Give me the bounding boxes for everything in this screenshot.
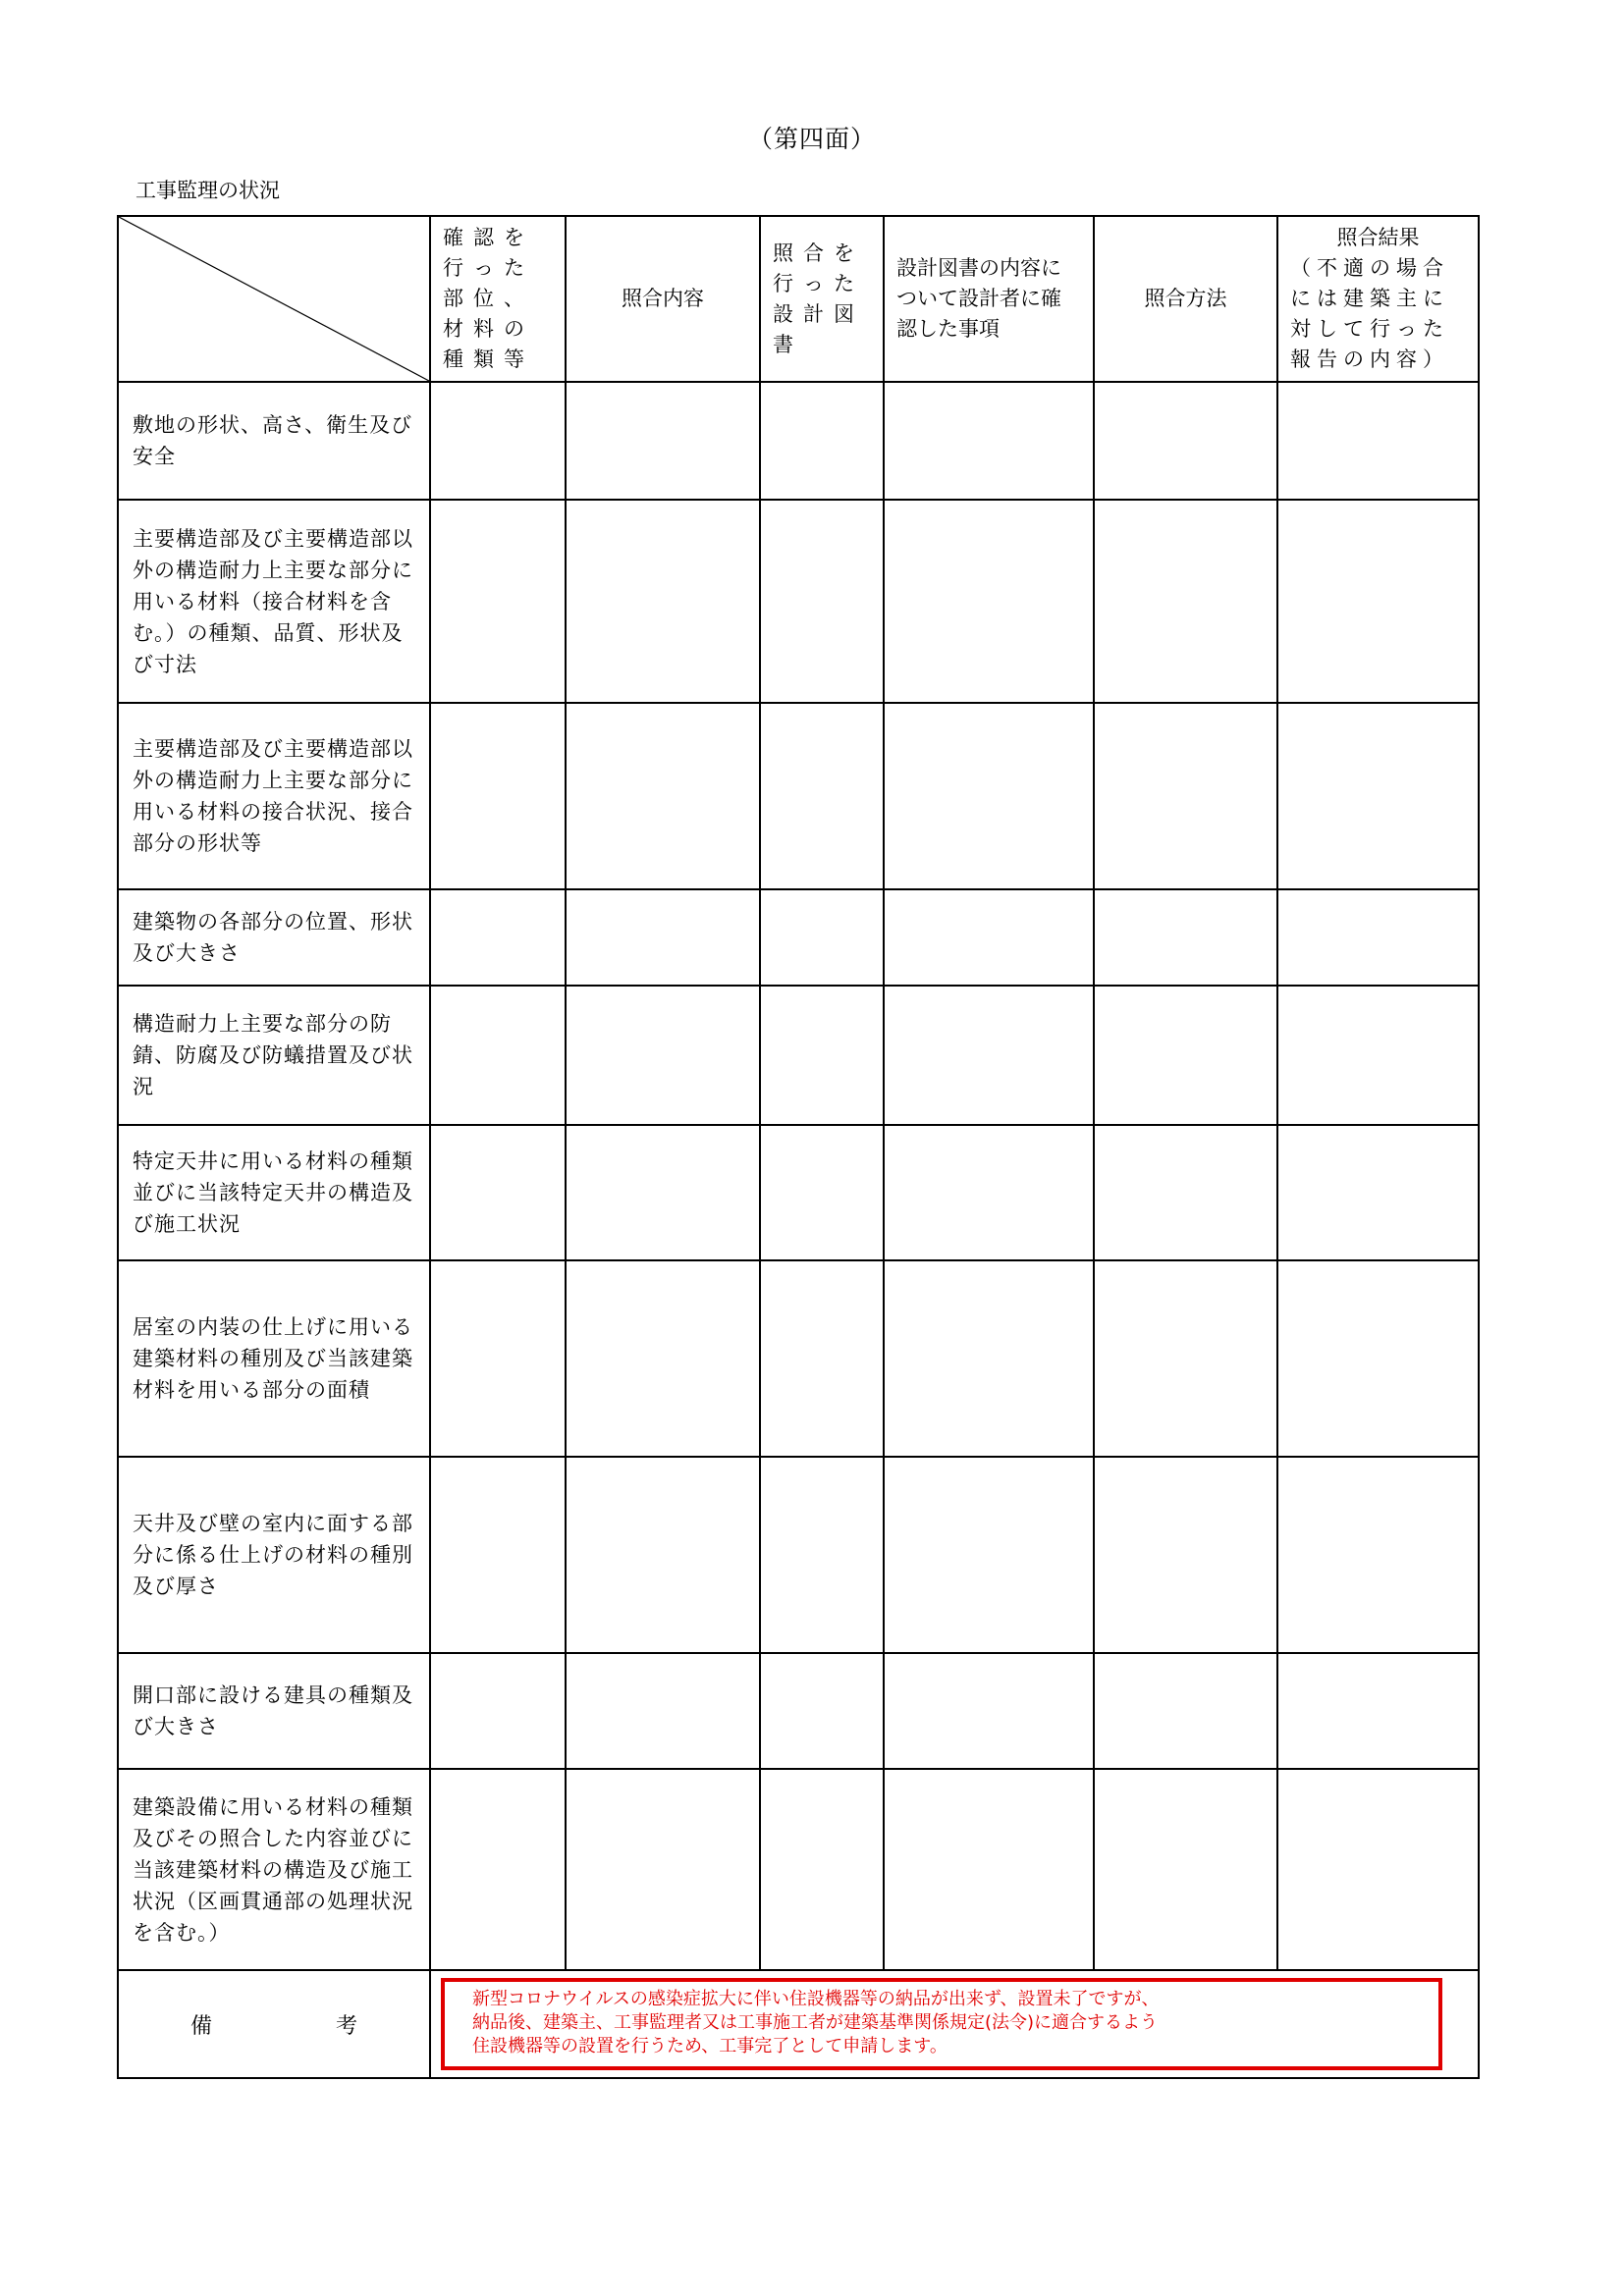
table-row [118,1769,1479,1970]
entry-cell[interactable] [1094,382,1277,500]
table-row [118,889,1479,986]
entry-cell[interactable] [1277,889,1479,986]
diagonal-header-cell [118,216,430,382]
entry-cell[interactable] [566,1653,760,1769]
row-label: 天井及び壁の室内に面する部分に係る仕上げの材料の種別及び厚さ [118,1457,430,1653]
supervision-status-table [117,215,1480,2079]
row-label: 主要構造部及び主要構造部以外の構造耐力上主要な部分に用いる材料の接合状況、接合部分の形状等 [118,703,430,889]
table-row [118,500,1479,703]
entry-cell[interactable] [760,382,884,500]
remarks-label-1: 備 [189,2013,212,2039]
col-header-part: 確認を行った部位、材料の種類等 [430,216,566,382]
col-header-designer-check: 設計図書の内容について設計者に確認した事項 [884,216,1094,382]
entry-cell[interactable] [884,1457,1094,1653]
entry-cell[interactable] [430,1769,566,1970]
entry-cell[interactable] [884,500,1094,703]
col-header-method: 照合方法 [1094,216,1277,382]
entry-cell[interactable] [566,1125,760,1260]
entry-cell[interactable] [430,1260,566,1457]
entry-cell[interactable] [884,1769,1094,1970]
col-header-drawings: 照合を行った設計図書 [760,216,884,382]
remarks-label [118,1970,430,2078]
entry-cell[interactable] [1094,1769,1277,1970]
entry-cell[interactable] [1094,703,1277,889]
entry-cell[interactable] [760,1125,884,1260]
header-row [118,216,1479,382]
entry-cell[interactable] [1277,1653,1479,1769]
entry-cell[interactable] [430,500,566,703]
remarks-cell[interactable] [430,1970,1479,2078]
entry-cell[interactable] [760,1769,884,1970]
entry-cell[interactable] [884,703,1094,889]
entry-cell[interactable] [1094,500,1277,703]
entry-cell[interactable] [1277,500,1479,703]
diagonal-line [119,217,429,381]
col-header-result [1277,216,1479,382]
row-label: 建築設備に用いる材料の種類及びその照合した内容並びに当該建築材料の構造及び施工状況（区画貫通部の処理状況を含む。） [118,1769,430,1970]
entry-cell[interactable] [566,986,760,1125]
table-row [118,986,1479,1125]
table-row [118,703,1479,889]
entry-cell[interactable] [1094,1125,1277,1260]
table-row [118,1653,1479,1769]
entry-cell[interactable] [430,703,566,889]
remarks-notice-box [441,1978,1442,2070]
row-label: 敷地の形状、高さ、衛生及び安全 [118,382,430,500]
entry-cell[interactable] [566,500,760,703]
entry-cell[interactable] [1094,1260,1277,1457]
remarks-line: 新型コロナウイルスの感染症拡大に伴い住設機器等の納品が出来ず、設置未了ですが、 [472,1989,1160,2009]
entry-cell[interactable] [760,889,884,986]
entry-cell[interactable] [884,986,1094,1125]
col-header-result-title: 照合結果 [1336,226,1420,249]
entry-cell[interactable] [430,986,566,1125]
entry-cell[interactable] [1277,1457,1479,1653]
entry-cell[interactable] [760,1457,884,1653]
remarks-row [118,1970,1479,2078]
col-header-content: 照合内容 [566,216,760,382]
entry-cell[interactable] [1094,889,1277,986]
entry-cell[interactable] [760,986,884,1125]
table-row [118,1457,1479,1653]
table-row [118,1125,1479,1260]
entry-cell[interactable] [566,1769,760,1970]
entry-cell[interactable] [1277,1125,1479,1260]
remarks-line: 納品後、建築主、工事監理者又は工事施工者が建築基準関係規定(法令)に適合するよう [472,2012,1159,2033]
entry-cell[interactable] [566,889,760,986]
entry-cell[interactable] [884,889,1094,986]
row-label: 建築物の各部分の位置、形状及び大きさ [118,889,430,986]
entry-cell[interactable] [566,1457,760,1653]
entry-cell[interactable] [884,1653,1094,1769]
entry-cell[interactable] [1277,1769,1479,1970]
entry-cell[interactable] [760,500,884,703]
entry-cell[interactable] [566,1260,760,1457]
entry-cell[interactable] [566,382,760,500]
page-title: （第四面） [747,125,876,153]
entry-cell[interactable] [1277,986,1479,1125]
entry-cell[interactable] [430,1457,566,1653]
entry-cell[interactable] [1094,986,1277,1125]
table-row [118,1260,1479,1457]
entry-cell[interactable] [566,703,760,889]
entry-cell[interactable] [760,1653,884,1769]
entry-cell[interactable] [1277,1260,1479,1457]
entry-cell[interactable] [1094,1653,1277,1769]
entry-cell[interactable] [884,1125,1094,1260]
entry-cell[interactable] [884,1260,1094,1457]
row-label: 構造耐力上主要な部分の防錆、防腐及び防蟻措置及び状況 [118,986,430,1125]
row-label: 居室の内装の仕上げに用いる建築材料の種別及び当該建築材料を用いる部分の面積 [118,1260,430,1457]
remarks-label-2: 考 [336,2013,358,2039]
entry-cell[interactable] [1277,703,1479,889]
row-label: 主要構造部及び主要構造部以外の構造耐力上主要な部分に用いる材料（接合材料を含む。）の種類、品質、形状及び寸法 [118,500,430,703]
entry-cell[interactable] [430,382,566,500]
entry-cell[interactable] [430,1125,566,1260]
entry-cell[interactable] [1094,1457,1277,1653]
table-row [118,382,1479,500]
entry-cell[interactable] [884,382,1094,500]
remarks-line: 住設機器等の設置を行うため、工事完了として申請します。 [472,2036,947,2056]
col-header-result-note: （不適の場合には建築主に対して行った報告の内容） [1290,256,1449,371]
row-label: 特定天井に用いる材料の種類並びに当該特定天井の構造及び施工状況 [118,1125,430,1260]
entry-cell[interactable] [1277,382,1479,500]
entry-cell[interactable] [430,889,566,986]
row-label: 開口部に設ける建具の種類及び大きさ [118,1653,430,1769]
section-title: 工事監理の状況 [135,179,280,202]
entry-cell[interactable] [760,703,884,889]
entry-cell[interactable] [760,1260,884,1457]
entry-cell[interactable] [430,1653,566,1769]
